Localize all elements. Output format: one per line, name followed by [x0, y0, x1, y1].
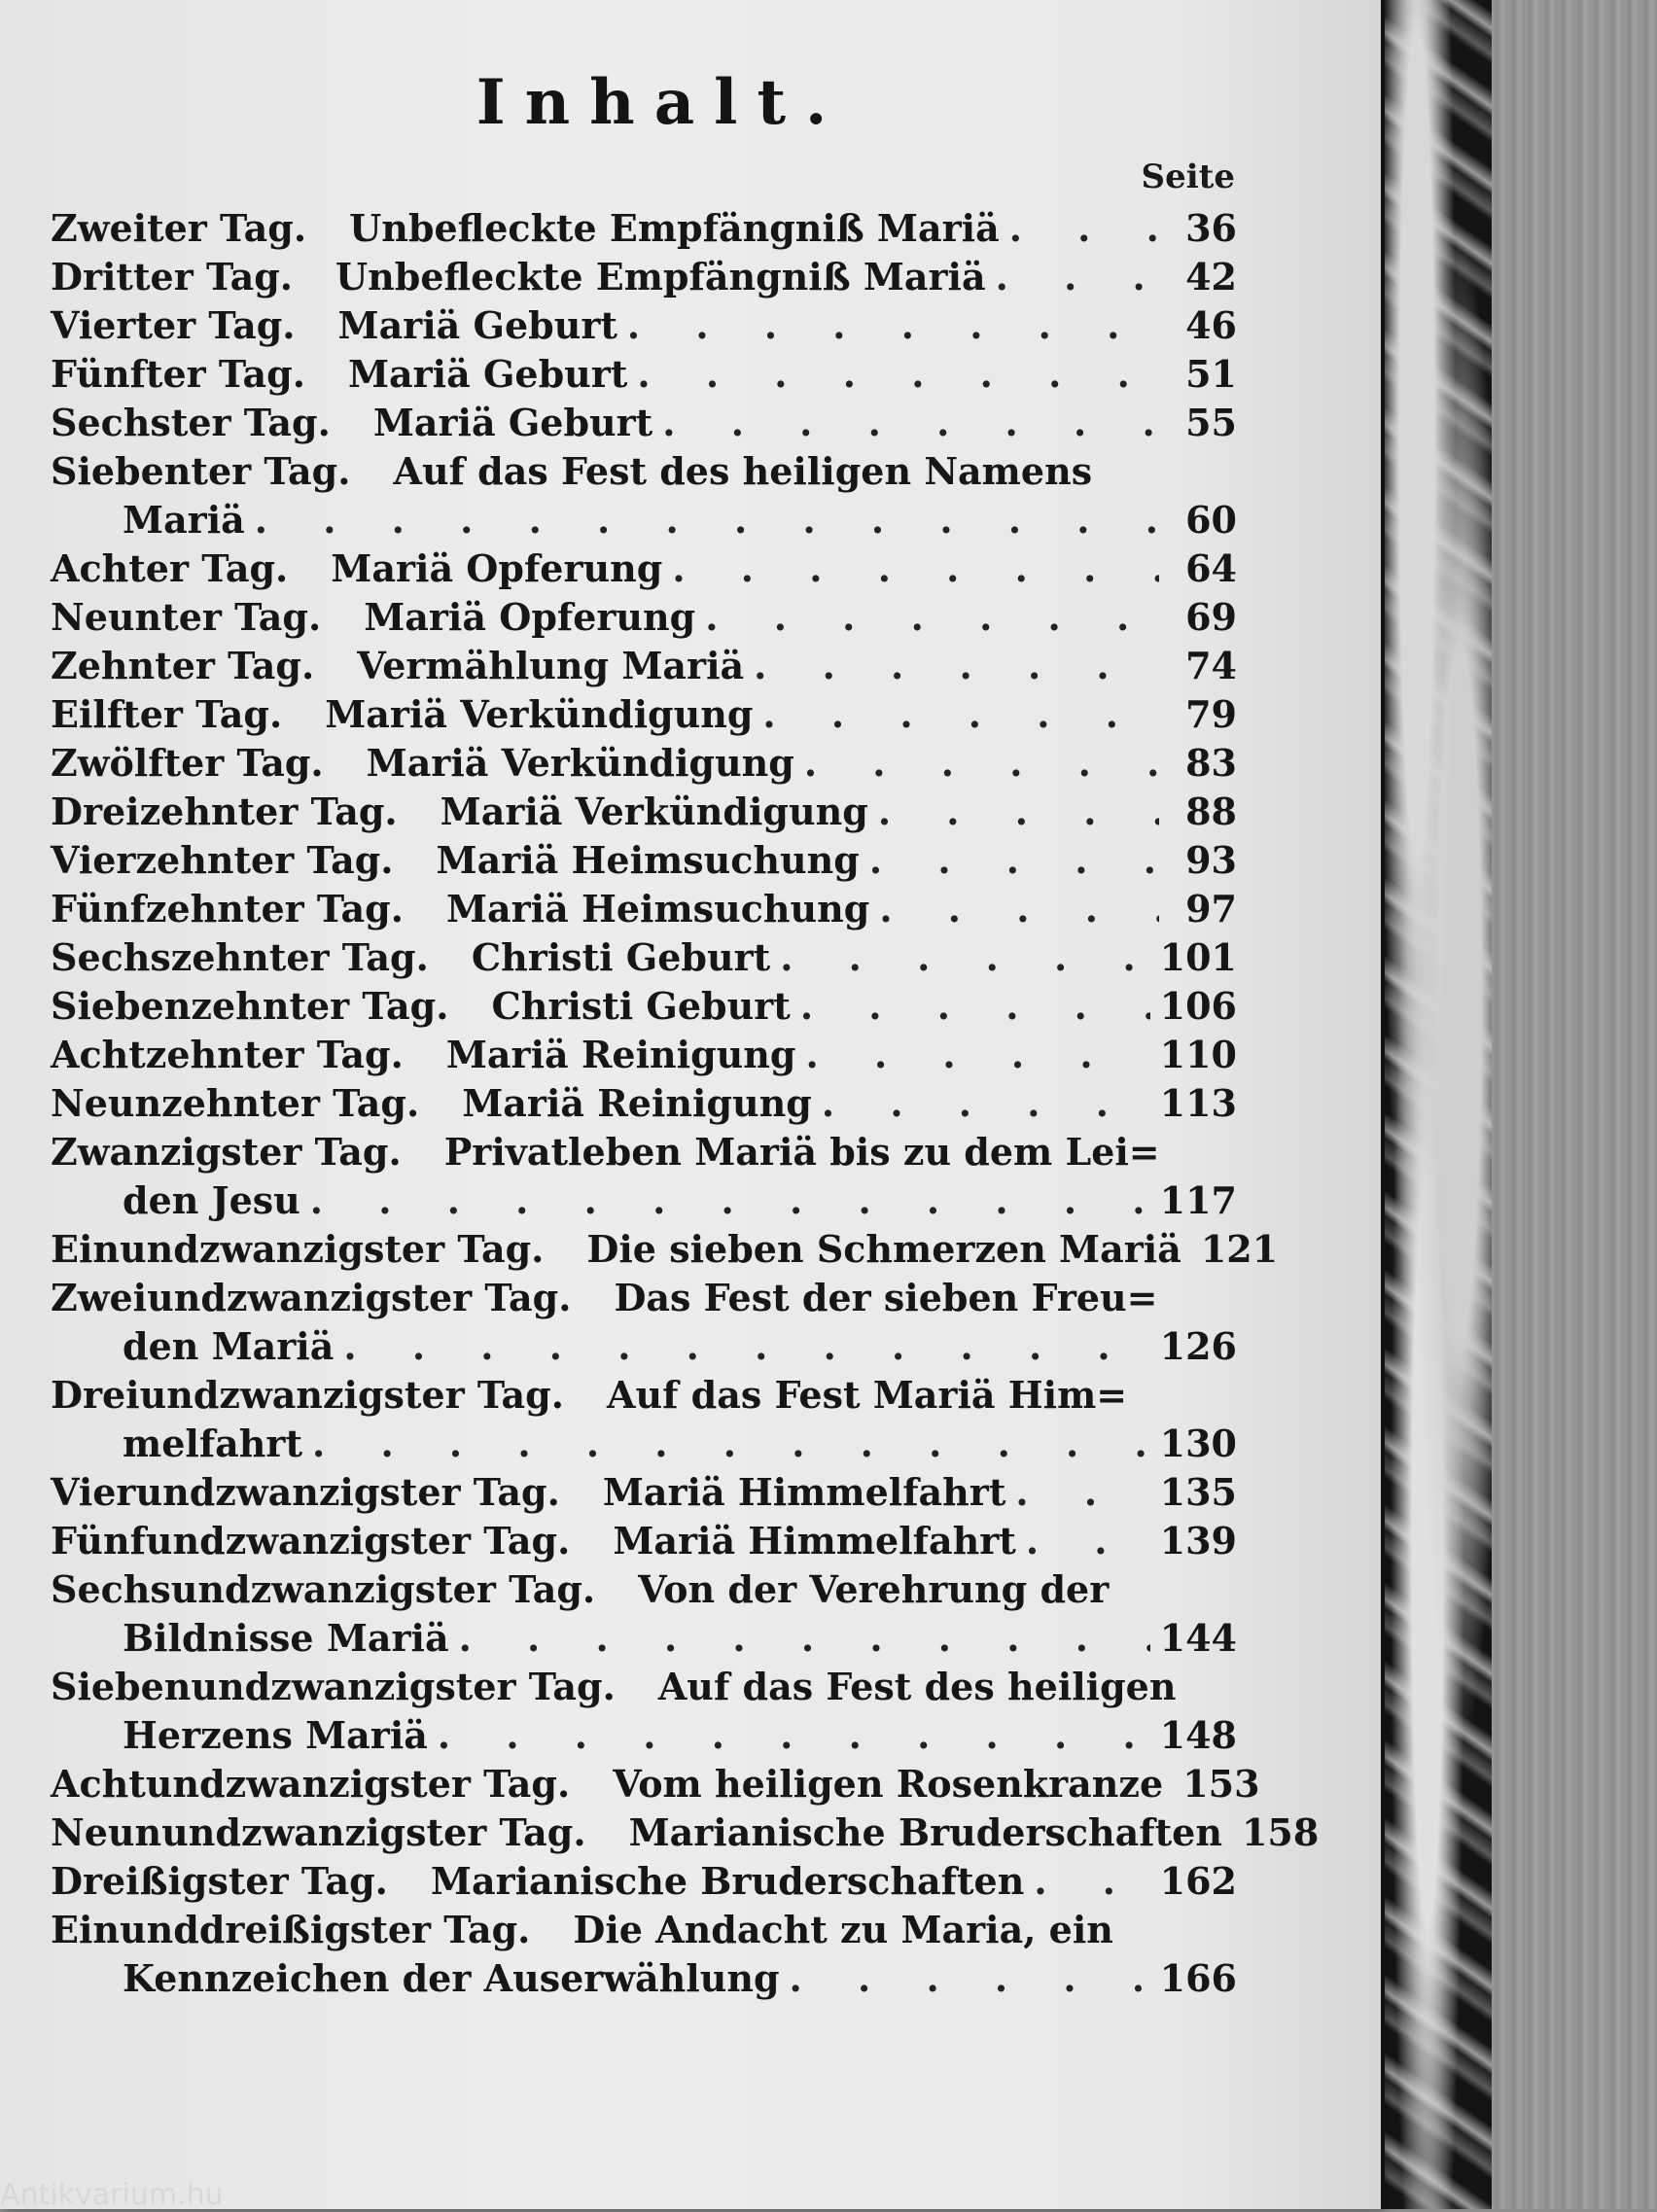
- toc-entry-page-number: 36: [1185, 206, 1237, 250]
- toc-entry: [51, 449, 1237, 498]
- toc-entry-page-number: 113: [1159, 1081, 1237, 1125]
- toc-entry-day: Zweiundzwanzigster Tag.: [51, 1276, 572, 1319]
- toc-entry-day: Siebenter Tag.: [51, 449, 351, 493]
- toc-entry: [51, 1033, 1237, 1081]
- toc-entry-day: Zweiter Tag.: [51, 206, 307, 250]
- toc-entry-day: Neunzehnter Tag.: [51, 1081, 420, 1125]
- toc-entry: [51, 984, 1237, 1033]
- toc-entry-subject: Die sieben Schmerzen Mariä: [586, 1227, 1181, 1271]
- toc-entry-page-number: 158: [1241, 1810, 1320, 1854]
- toc-entry-day: Vierter Tag.: [51, 303, 296, 347]
- toc-entry: [51, 1373, 1237, 1422]
- toc-entry: [51, 1810, 1320, 1859]
- book-cover-edge: [1371, 0, 1492, 2209]
- toc-entry-day: Fünfundzwanzigster Tag.: [51, 1519, 571, 1562]
- toc-entry-day: Dritter Tag.: [51, 255, 294, 298]
- dot-leader: [996, 255, 1159, 298]
- dot-leader: [438, 1713, 1150, 1757]
- toc-entry-subject: Die Andacht zu Maria, ein: [573, 1908, 1113, 1951]
- toc-entry-subject: den Mariä: [123, 1324, 335, 1368]
- toc-entry-day: Vierzehnter Tag.: [51, 838, 394, 882]
- toc-entry-page-number: 51: [1185, 352, 1237, 396]
- toc-entry-day: Siebenzehnter Tag.: [51, 984, 449, 1028]
- dot-leader: [310, 1178, 1150, 1222]
- toc-entry-page-number: 74: [1185, 644, 1237, 687]
- toc-entry-page-number: 93: [1185, 838, 1237, 882]
- toc-entry: [51, 1908, 1237, 1956]
- toc-entry: [51, 1519, 1237, 1567]
- toc-entry-page-number: 135: [1159, 1470, 1237, 1514]
- toc-entry-day: Achtzehnter Tag.: [51, 1033, 404, 1076]
- toc-entry-subject: Mariä Geburt: [347, 352, 628, 396]
- dot-leader: [790, 1956, 1150, 2000]
- toc-entry-page-number: 110: [1159, 1033, 1237, 1076]
- toc-entry-page-number: 166: [1159, 1956, 1237, 2000]
- toc-entry-subject: Auf das Fest des heiligen Namens: [393, 449, 1093, 493]
- toc-entry-page-number: 55: [1185, 401, 1237, 444]
- toc-entry-subject: Vom heiligen Rosenkranze: [613, 1762, 1164, 1806]
- toc-entry-day: Sechszehnter Tag.: [51, 935, 429, 979]
- toc-entry-subject: Kennzeichen der Auserwählung: [123, 1956, 780, 2000]
- dot-leader: [1009, 206, 1159, 250]
- toc-entry: [51, 790, 1237, 838]
- toc-entry: [51, 1470, 1237, 1519]
- toc-entry: [123, 1178, 1237, 1227]
- toc-entry: [51, 1665, 1237, 1713]
- dot-leader: [878, 790, 1159, 833]
- toc-entry: [51, 741, 1237, 790]
- toc-entry-subject: Mariä Himmelfahrt: [613, 1519, 1016, 1562]
- toc-entry-page-number: 46: [1185, 303, 1237, 347]
- toc-entry: [51, 352, 1237, 401]
- toc-entry: [51, 644, 1237, 692]
- dot-leader: [1015, 1470, 1149, 1514]
- toc-entry-day: Siebenundzwanzigster Tag.: [51, 1665, 616, 1708]
- toc-entry-day: Achter Tag.: [51, 546, 289, 590]
- toc-entry-day: Sechster Tag.: [51, 401, 331, 444]
- toc-entry-subject: Mariä Heimsuchung: [436, 838, 860, 882]
- toc-entry-subject: Auf das Fest Mariä Him=: [606, 1373, 1128, 1417]
- toc-entry-day: Sechsundzwanzigster Tag.: [51, 1567, 596, 1611]
- dot-leader: [627, 303, 1159, 347]
- toc-entry: [51, 1859, 1237, 1908]
- toc-entry: [51, 1762, 1260, 1810]
- toc-entry: [51, 401, 1237, 449]
- dot-leader: [754, 644, 1159, 687]
- dot-leader: [879, 887, 1159, 930]
- toc-entry-subject: Christi Geburt: [491, 984, 791, 1028]
- toc-entry-page-number: 42: [1185, 255, 1237, 298]
- toc-entry-subject: Von der Verehrung der: [638, 1567, 1110, 1611]
- toc-entry: [51, 887, 1237, 935]
- toc-entry: [123, 1422, 1237, 1470]
- toc-entry-day: Fünfter Tag.: [51, 352, 305, 396]
- dot-leader: [800, 984, 1150, 1028]
- toc-entry: [123, 1713, 1237, 1762]
- dot-leader: [459, 1616, 1150, 1660]
- dot-leader: [312, 1422, 1150, 1465]
- toc-entry-subject: Vermählung Mariä: [357, 644, 745, 687]
- toc-entry-subject: Auf das Fest des heiligen: [657, 1665, 1177, 1708]
- toc-entry-page-number: 88: [1185, 790, 1237, 833]
- toc-entry-page-number: 121: [1200, 1227, 1279, 1271]
- toc-entry-subject: Mariä Reinigung: [462, 1081, 812, 1125]
- toc-entry-subject: Mariä Reinigung: [445, 1033, 796, 1076]
- toc-entry-page-number: 97: [1185, 887, 1237, 930]
- toc-entry-day: Eilfter Tag.: [51, 692, 283, 736]
- toc-entry-page-number: 153: [1182, 1762, 1260, 1806]
- toc-entry-subject: Mariä Himmelfahrt: [602, 1470, 1006, 1514]
- toc-entry-page-number: 130: [1159, 1422, 1237, 1465]
- toc-entry: [51, 1276, 1237, 1324]
- toc-entry-subject: Unbefleckte Empfängniß Mariä: [349, 206, 1000, 250]
- dot-leader: [804, 741, 1159, 785]
- toc-entry-page-number: 106: [1159, 984, 1237, 1028]
- toc-entry: [51, 206, 1237, 255]
- toc-entry: [51, 303, 1237, 352]
- dot-leader: [1034, 1859, 1149, 1903]
- dot-leader: [705, 595, 1159, 639]
- toc-entry-subject: Mariä Opferung: [331, 546, 663, 590]
- toc-entry-day: Zwölfter Tag.: [51, 741, 324, 785]
- toc-entry: [51, 692, 1237, 741]
- toc-entry-subject: Christi Geburt: [471, 935, 771, 979]
- toc-entry-subject: Mariä Geburt: [372, 401, 653, 444]
- toc-entry-subject: Mariä Verkündigung: [366, 741, 794, 785]
- toc-entry-page-number: 144: [1159, 1616, 1237, 1660]
- toc-entry-page-number: 101: [1159, 935, 1237, 979]
- dot-leader: [1026, 1519, 1150, 1562]
- toc-entry-day: Zehnter Tag.: [51, 644, 315, 687]
- toc-entry-page-number: 139: [1159, 1519, 1237, 1562]
- toc-entry: [51, 595, 1237, 644]
- toc-entry-day: Zwanzigster Tag.: [51, 1130, 402, 1174]
- toc-entry-subject: Mariä: [123, 498, 245, 542]
- toc-entry-subject: melfahrt: [123, 1422, 302, 1465]
- toc-entry-subject: Marianische Bruderschaften: [628, 1810, 1222, 1854]
- dot-leader: [869, 838, 1159, 882]
- toc-entry-page-number: 117: [1159, 1178, 1237, 1222]
- toc-entry-page-number: 64: [1185, 546, 1237, 590]
- toc-entry: [51, 546, 1237, 595]
- dot-leader: [637, 352, 1159, 396]
- toc-entry-day: Vierundzwanzigster Tag.: [51, 1470, 560, 1514]
- watermark: Antikvarium.hu: [0, 2178, 224, 2212]
- dot-leader: [822, 1081, 1150, 1125]
- toc-entry-day: Dreiundzwanzigster Tag.: [51, 1373, 564, 1417]
- toc-entry-subject: Bildnisse Mariä: [123, 1616, 449, 1660]
- toc-entry: [51, 255, 1237, 303]
- dot-leader: [806, 1033, 1150, 1076]
- toc-entry-subject: Marianische Bruderschaften: [430, 1859, 1025, 1903]
- dot-leader: [672, 546, 1159, 590]
- toc-entry-subject: Privatleben Mariä bis zu dem Lei=: [443, 1130, 1160, 1174]
- toc-entry: [51, 838, 1237, 887]
- toc-entry-page-number: 83: [1185, 741, 1237, 785]
- toc-entry-subject: Mariä Heimsuchung: [445, 887, 870, 930]
- toc-entry-day: Neunter Tag.: [51, 595, 322, 639]
- toc-entry: [123, 498, 1237, 546]
- toc-entry-day: Einunddreißigster Tag.: [51, 1908, 531, 1951]
- toc-entry-page-number: 162: [1159, 1859, 1237, 1903]
- toc-entry: [123, 1324, 1237, 1373]
- toc-entry: [51, 935, 1237, 984]
- toc-entry: [51, 1081, 1237, 1130]
- dot-leader: [255, 498, 1159, 542]
- toc-entry-page-number: 60: [1185, 498, 1237, 542]
- toc-entry: [123, 1956, 1237, 2005]
- toc-entry: [51, 1567, 1237, 1616]
- dot-leader: [780, 935, 1149, 979]
- toc-entry-subject: Mariä Verkündigung: [440, 790, 868, 833]
- dot-leader: [343, 1324, 1149, 1368]
- toc-entry: [51, 1227, 1279, 1276]
- toc-entry-day: Einundzwanzigster Tag.: [51, 1227, 545, 1271]
- toc-entry-day: Dreißigster Tag.: [51, 1859, 388, 1903]
- toc-entry-subject: Herzens Mariä: [123, 1713, 428, 1757]
- toc-entry-page-number: 126: [1159, 1324, 1237, 1368]
- toc-entry: [51, 1130, 1237, 1178]
- toc-entry-subject: Mariä Geburt: [337, 303, 617, 347]
- toc-entry-page-number: 148: [1159, 1713, 1237, 1757]
- toc-entry-day: Fünfzehnter Tag.: [51, 887, 404, 930]
- toc-entry-day: Dreizehnter Tag.: [51, 790, 398, 833]
- toc-entry-subject: Mariä Opferung: [364, 595, 696, 639]
- toc-entry-subject: den Jesu: [123, 1178, 300, 1222]
- toc-entry-page-number: 69: [1185, 595, 1237, 639]
- toc-entry-day: Achtundzwanzigster Tag.: [51, 1762, 571, 1806]
- page-title: Inhalt.: [476, 66, 847, 139]
- dot-leader: [662, 401, 1159, 444]
- page-column-label: Seite: [1141, 158, 1235, 196]
- toc-entry-subject: Mariä Verkündigung: [325, 692, 754, 736]
- toc-entry: [123, 1616, 1237, 1665]
- toc-entry-subject: Unbefleckte Empfängniß Mariä: [335, 255, 986, 298]
- dot-leader: [762, 692, 1159, 736]
- toc-entry-subject: Das Fest der sieben Freu=: [614, 1276, 1158, 1319]
- toc-entry-day: Neunundzwanzigster Tag.: [51, 1810, 586, 1854]
- toc-entry-page-number: 79: [1185, 692, 1237, 736]
